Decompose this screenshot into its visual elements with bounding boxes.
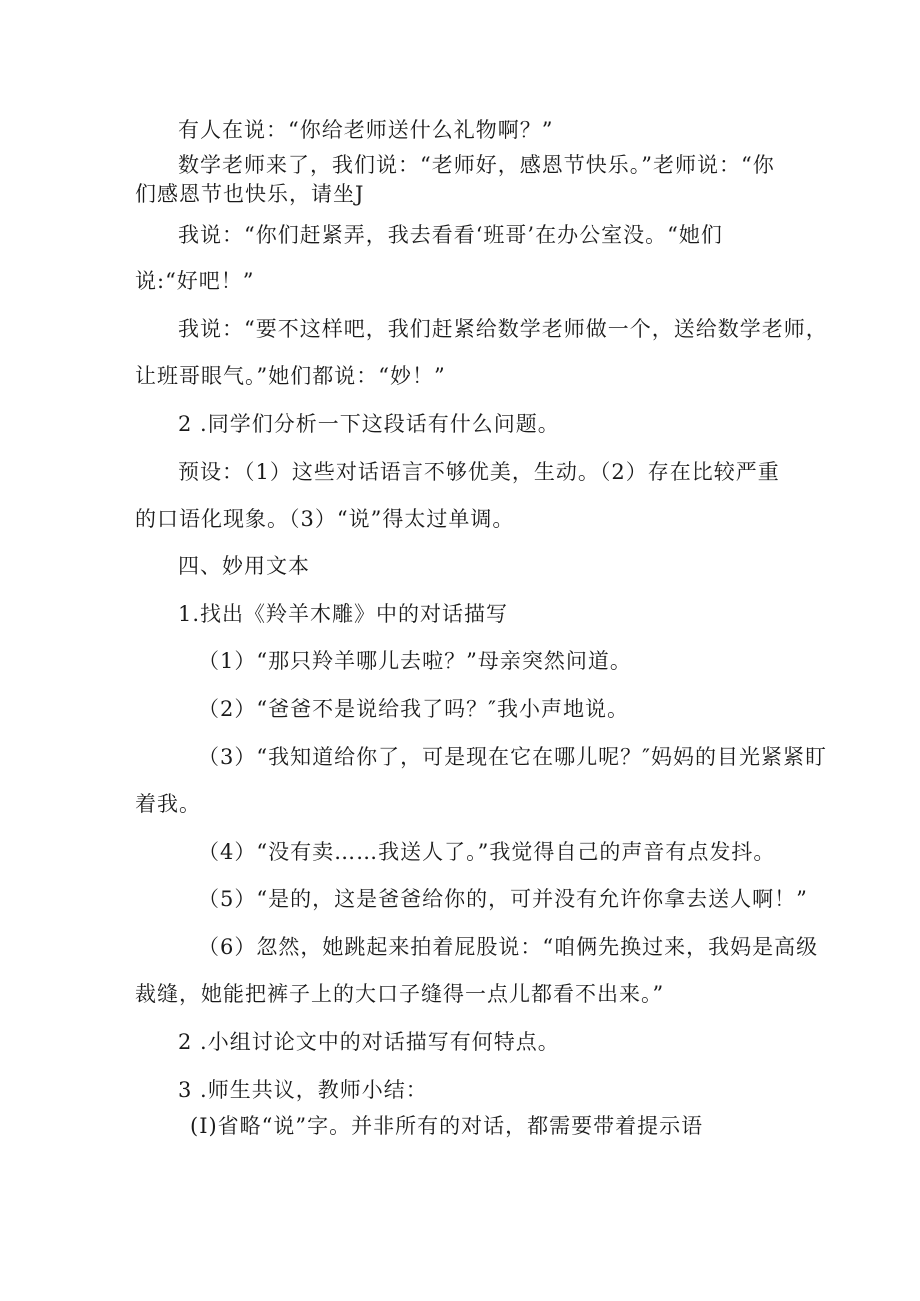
text-line: 预设：（1）这些对话语言不够优美，生动。（2）存在比较严重: [178, 460, 780, 484]
text-line: 2 .小组讨论文中的对话描写有何特点。: [178, 1030, 560, 1054]
text-line: 们感恩节也快乐，请坐J: [135, 182, 365, 206]
section-heading: 四、妙用文本: [178, 554, 310, 578]
text-line: 着我。: [135, 792, 201, 816]
text-line: （2）“爸爸不是说给我了吗？″我小声地说。: [198, 697, 629, 721]
text-line: 3 .师生共议，教师小结：: [178, 1078, 428, 1102]
text-line: 的口语化现象。（3）“说”得太过单调。: [135, 507, 515, 531]
text-line: 裁缝，她能把裤子上的大口子缝得一点儿都看不出来。”: [135, 982, 665, 1006]
text-line: 2 .同学们分析一下这段话有什么问题。: [178, 412, 560, 436]
text-line: 我说：“要不这样吧，我们赶紧给数学老师做一个，送给数学老师，: [178, 317, 828, 341]
text-line: 1.找出《羚羊木雕》中的对话描写: [178, 602, 509, 626]
text-line: （3）“我知道给你了，可是现在它在哪儿呢？″妈妈的目光紧紧盯: [198, 745, 827, 769]
text-line: 数学老师来了，我们说：“老师好，感恩节快乐。”老师说：“你: [178, 153, 775, 177]
text-line: (I)省略“说”字。并非所有的对话，都需要带着提示语: [190, 1114, 704, 1138]
text-line: 让班哥眼气。”她们都说：“妙！”: [135, 364, 446, 388]
text-line: （6）忽然，她跳起来拍着屁股说：“咱俩先换过来，我妈是高级: [198, 935, 819, 959]
text-line: （5）“是的，这是爸爸给你的，可并没有允许你拿去送人啊！”: [198, 887, 808, 911]
text-line: 有人在说：“你给老师送什么礼物啊？”: [178, 118, 554, 142]
text-line: （4）“没有卖……我送人了。”我觉得自己的声音有点发抖。: [198, 840, 776, 864]
text-line: 我说：“你们赶紧弄，我去看看‘班哥’在办公室没。“她们: [178, 223, 723, 247]
text-line: （1）“那只羚羊哪儿去啦？”母亲突然问道。: [198, 649, 632, 673]
text-line: 说:“好吧！”: [135, 269, 255, 293]
